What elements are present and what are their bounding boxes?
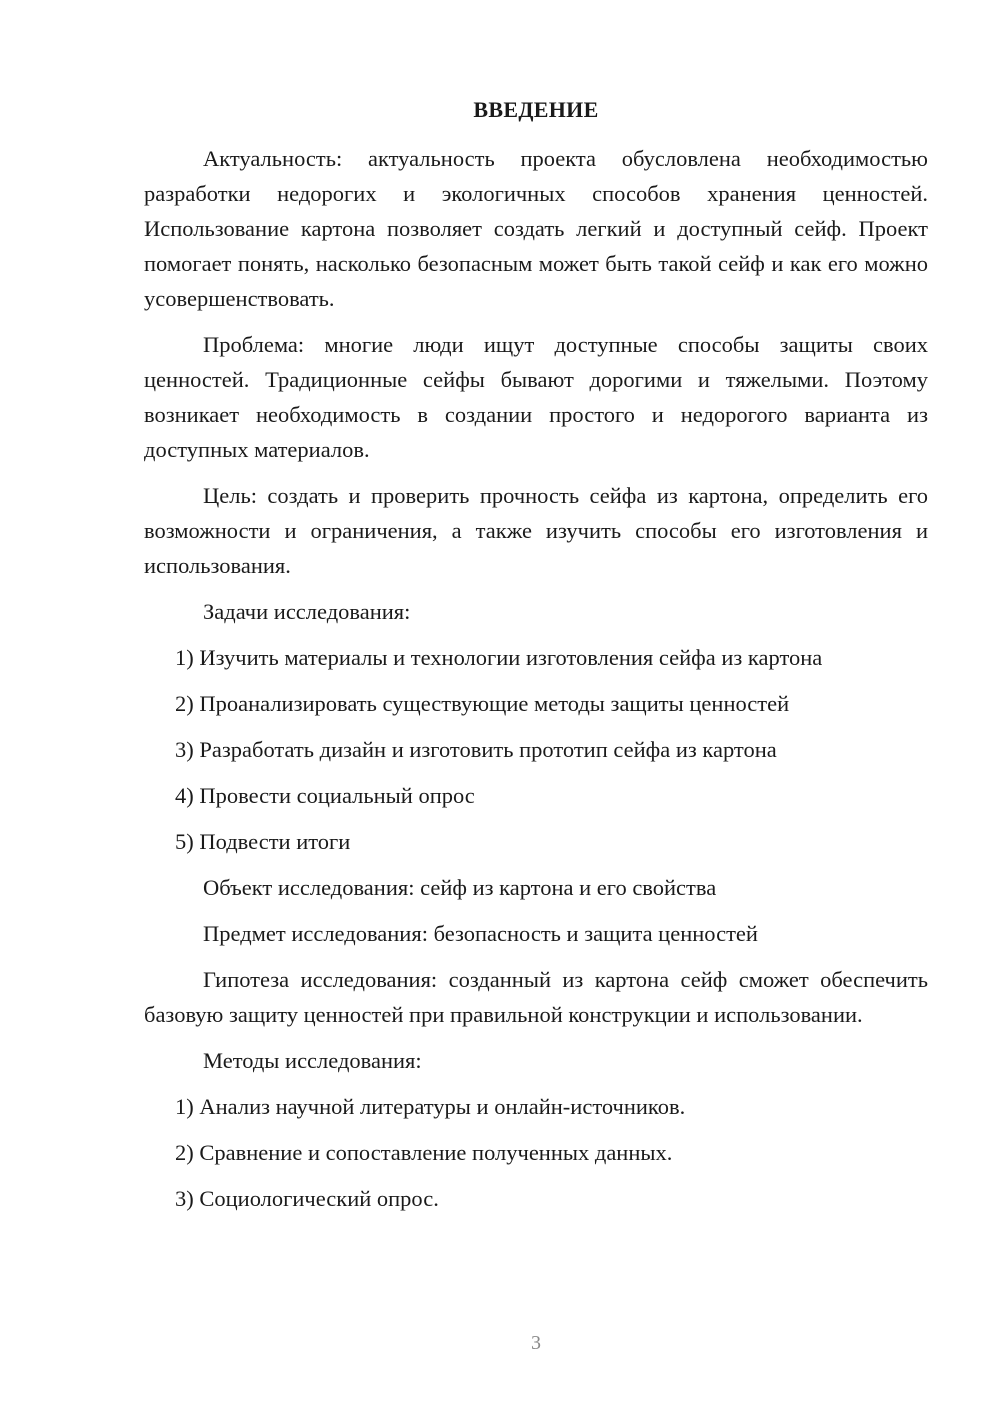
methods-title: Методы исследования: xyxy=(203,1048,422,1073)
task-item: 1) Изучить материалы и технологии изготовления сейфа из картона xyxy=(175,645,823,670)
method-item: 2) Сравнение и сопоставление полученных данных. xyxy=(175,1140,673,1165)
section-heading: ВВЕДЕНИЕ xyxy=(473,97,599,122)
page-number: 3 xyxy=(531,1332,541,1354)
task-item: 3) Разработать дизайн и изготовить прототип сейфа из картона xyxy=(175,737,777,762)
task-item: 4) Провести социальный опрос xyxy=(175,783,475,808)
relevance-paragraph: Актуальность: актуальность проекта обусловлена необходимостью разработки недорогих и экологичных способов хранения ценностей. Использование картона позволяет создать легкий и доступный сейф. Проект помогает понять, насколько безопасным может быть такой сейф и как его можно усовершенствовать. xyxy=(144,146,928,311)
method-item: 3) Социологический опрос. xyxy=(175,1186,439,1211)
task-item: 5) Подвести итоги xyxy=(175,829,351,854)
research-object: Объект исследования: сейф из картона и его свойства xyxy=(203,875,717,900)
method-item: 1) Анализ научной литературы и онлайн-источников. xyxy=(175,1094,686,1119)
problem-paragraph: Проблема: многие люди ищут доступные способы защиты своих ценностей. Традиционные сейфы бывают дорогими и тяжелыми. Поэтому возникает необходимость в создании простого и недорогого варианта из доступных материалов. xyxy=(144,332,928,462)
research-subject: Предмет исследования: безопасность и защита ценностей xyxy=(203,921,758,946)
tasks-list xyxy=(144,640,928,859)
hypothesis-paragraph: Гипотеза исследования: созданный из картона сейф сможет обеспечить базовую защиту ценностей при правильной конструкции и использовании. xyxy=(144,967,928,1027)
goal-paragraph: Цель: создать и проверить прочность сейфа из картона, определить его возможности и ограничения, а также изучить способы его изготовления и использования. xyxy=(144,483,928,578)
task-item: 2) Проанализировать существующие методы защиты ценностей xyxy=(175,691,790,716)
methods-list xyxy=(144,1089,928,1216)
tasks-title: Задачи исследования: xyxy=(203,599,411,624)
document-page xyxy=(144,95,928,1227)
